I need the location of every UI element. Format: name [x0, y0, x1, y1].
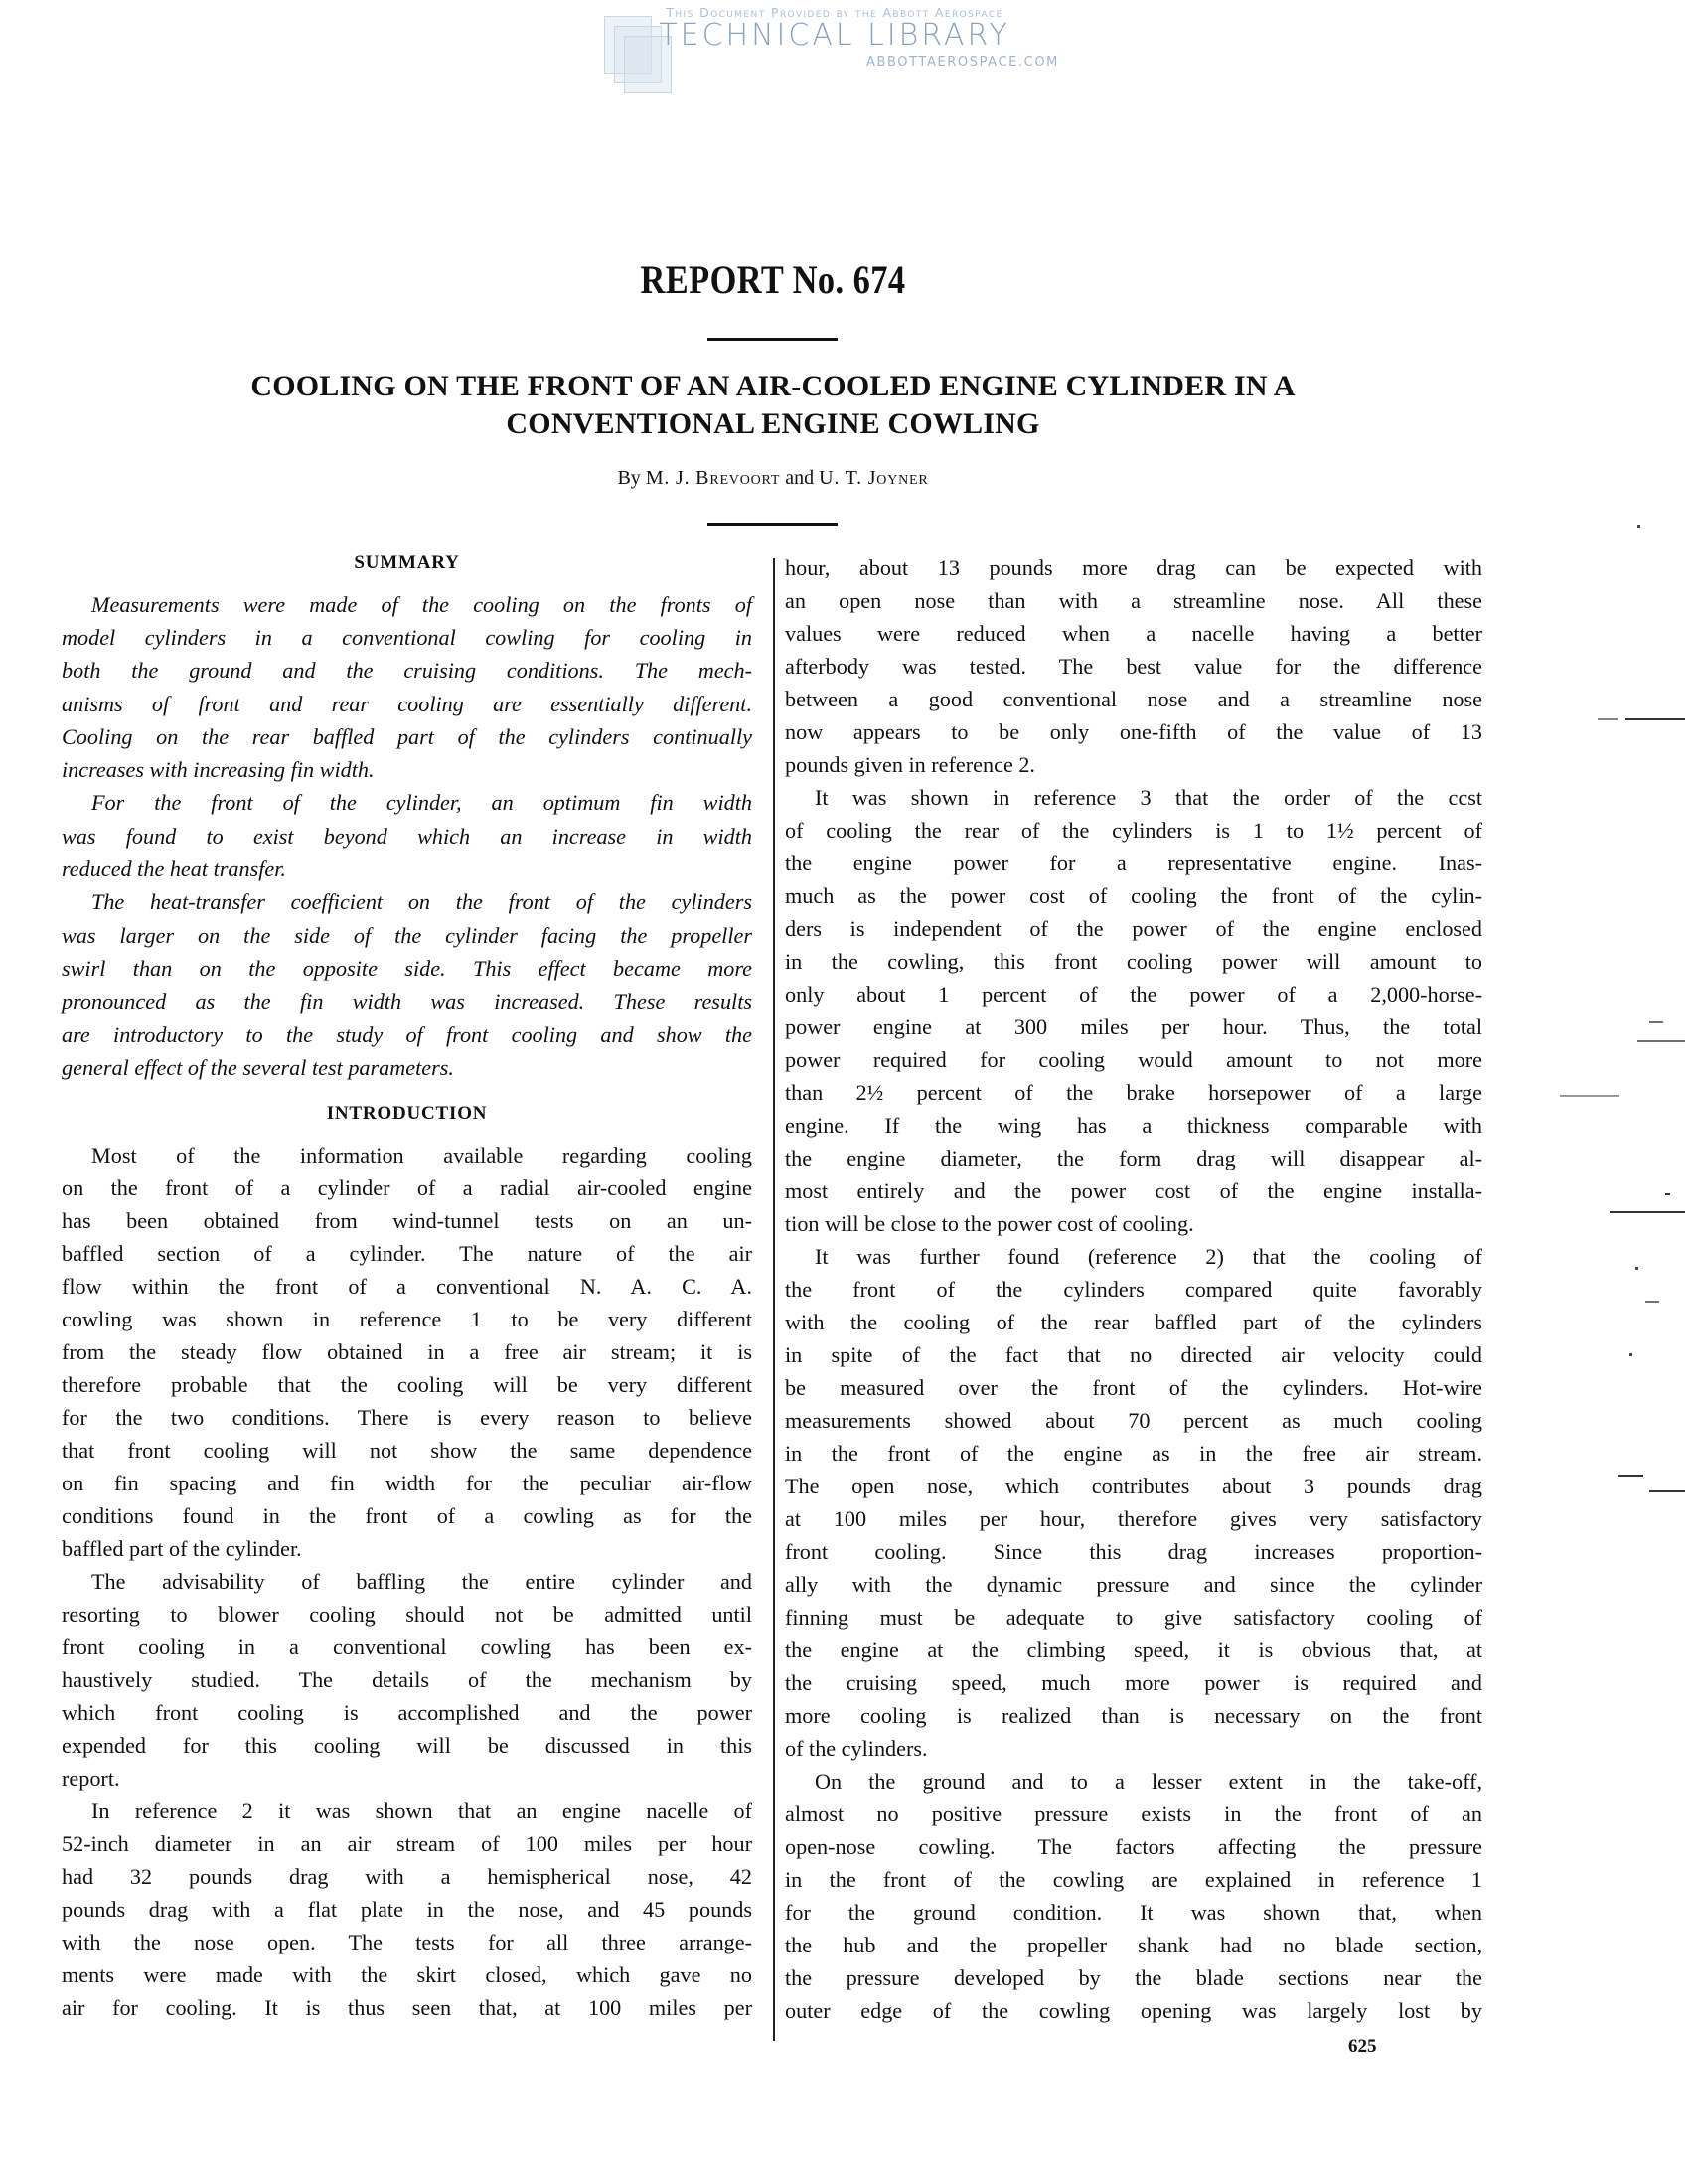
body-line: now appears to be only one-fifth of the value of 13: [785, 719, 1482, 744]
body-line: the hub and the propeller shank had no blade section,: [785, 1933, 1482, 1957]
body-line: in the front of the engine as in the free air stream.: [785, 1441, 1482, 1466]
body-line: in the front of the cowling are explained in reference 1: [785, 1867, 1482, 1892]
body-line: only about 1 percent of the power of a 2,000-horse-: [785, 982, 1482, 1007]
body-line: front cooling. Since this drag increases proportion-: [785, 1539, 1482, 1564]
paper-title-line-2: CONVENTIONAL ENGINE COWLING: [506, 407, 1040, 440]
body-line: resorting to blower cooling should not be admitted until: [62, 1602, 752, 1627]
paper-title-line-1: COOLING ON THE FRONT OF AN AIR-COOLED ENGINE CYLINDER IN A: [250, 370, 1296, 402]
body-line: conditions found in the front of a cowling as for the: [62, 1503, 752, 1528]
body-line: Most of the information available regarding cooling: [91, 1143, 752, 1168]
body-line: has been obtained from wind-tunnel tests on an un-: [62, 1208, 752, 1233]
body-line: than 2½ percent of the brake horsepower of a large: [785, 1080, 1482, 1105]
title-rule-bottom: [707, 523, 838, 526]
body-line: of cooling the rear of the cylinders is 1 to 1½ percent of: [785, 818, 1482, 843]
body-line: between a good conventional nose and a streamline nose: [785, 687, 1482, 711]
body-line: that front cooling will not show the same dependence: [62, 1438, 752, 1463]
watermark: [596, 2, 1073, 101]
summary-line: was found to exist beyond which an increase in width: [62, 824, 752, 849]
summary-line: The heat-transfer coefficient on the front of the cylinders: [91, 889, 752, 914]
body-line: therefore probable that the cooling will be very different: [62, 1372, 752, 1397]
body-line: haustively studied. The details of the mechanism by: [62, 1667, 752, 1692]
body-line: power engine at 300 miles per hour. Thus, the total: [785, 1014, 1482, 1039]
body-line: values were reduced when a nacelle having a better: [785, 621, 1482, 646]
body-line: ally with the dynamic pressure and since the cylinder: [785, 1572, 1482, 1597]
body-line: much as the power cost of cooling the front of the cylin-: [785, 883, 1482, 908]
introduction-heading: INTRODUCTION: [326, 1103, 488, 1124]
title-rule-top: [707, 338, 838, 341]
body-line: almost no positive pressure exists in the front of an: [785, 1801, 1482, 1826]
body-line: baffled section of a cylinder. The nature of the air: [62, 1241, 752, 1266]
summary-line: was larger on the side of the cylinder facing the propeller: [62, 923, 752, 948]
summary-line: both the ground and the cruising conditions. The mech-: [62, 658, 752, 683]
body-line: be measured over the front of the cylinders. Hot-wire: [785, 1375, 1482, 1400]
summary-line: are introductory to the study of front cooling and show the: [62, 1022, 752, 1047]
body-line: 52-inch diameter in an air stream of 100 miles per hour: [62, 1831, 752, 1856]
body-line: expended for this cooling will be discussed in this: [62, 1733, 752, 1758]
summary-line: swirl than on the opposite side. This effect became more: [62, 956, 752, 981]
author-1: M. J. Brevoort: [645, 467, 781, 489]
body-line: cowling was shown in reference 1 to be very different: [62, 1307, 752, 1331]
watermark-title: TECHNICAL LIBRARY: [659, 18, 1010, 53]
body-line: the engine diameter, the form drag will disappear al-: [785, 1146, 1482, 1170]
body-line: the pressure developed by the blade sections near the: [785, 1965, 1482, 1990]
body-line: more cooling is realized than is necessary on the front: [785, 1703, 1482, 1728]
body-line: afterbody was tested. The best value for the difference: [785, 654, 1482, 679]
body-line: ders is independent of the power of the engine enclosed: [785, 916, 1482, 941]
body-line: pounds drag with a flat plate in the nose, and 45 pounds: [62, 1897, 752, 1922]
summary-line: general effect of the several test parameters.: [62, 1055, 454, 1080]
summary-heading: SUMMARY: [354, 552, 460, 573]
body-line: flow within the front of a conventional N. A. C. A.: [62, 1274, 752, 1299]
body-line: report.: [62, 1766, 120, 1791]
summary-line: anisms of front and rear cooling are essentially different.: [62, 692, 752, 716]
report-number: REPORT No. 674: [640, 257, 906, 302]
byline-and: and: [785, 467, 815, 489]
body-line: the cruising speed, much more power is required and: [785, 1670, 1482, 1695]
body-line: pounds given in reference 2.: [785, 752, 1035, 777]
watermark-tagline: This Document Provided by the Abbott Aerospace: [666, 5, 1003, 20]
body-line: on fin spacing and fin width for the peculiar air-flow: [62, 1471, 752, 1495]
body-line: The open nose, which contributes about 3 pounds drag: [785, 1474, 1482, 1498]
body-line: engine. If the wing has a thickness comparable with: [785, 1113, 1482, 1138]
body-line: of the cylinders.: [785, 1736, 928, 1761]
body-line: from the steady flow obtained in a free air stream; it is: [62, 1339, 752, 1364]
body-line: tion will be close to the power cost of cooling.: [785, 1211, 1194, 1236]
body-line: an open nose than with a streamline nose. All these: [785, 588, 1482, 613]
body-line: The advisability of baffling the entire cylinder and: [91, 1569, 752, 1594]
watermark-url: ABBOTTAEROSPACE.COM: [865, 55, 1059, 70]
body-line: on the front of a cylinder of a radial air-cooled engine: [62, 1175, 752, 1200]
summary-line: For the front of the cylinder, an optimum fin width: [91, 790, 752, 815]
byline-prefix: By: [617, 467, 641, 489]
body-line: front cooling in a conventional cowling has been ex-: [62, 1635, 752, 1659]
body-line: for the two conditions. There is every reason to believe: [62, 1405, 752, 1430]
body-line: which front cooling is accomplished and the power: [62, 1700, 752, 1725]
body-line: for the ground condition. It was shown that, when: [785, 1900, 1482, 1925]
body-line: On the ground and to a lesser extent in the take-off,: [815, 1769, 1482, 1794]
body-line: most entirely and the power cost of the engine installa-: [785, 1178, 1482, 1203]
body-line: in spite of the fact that no directed air velocity could: [785, 1342, 1482, 1367]
summary-line: reduced the heat transfer.: [62, 857, 286, 881]
body-line: finning must be adequate to give satisfactory cooling of: [785, 1605, 1482, 1630]
body-line: in the cowling, this front cooling power will amount to: [785, 949, 1482, 974]
column-divider: [773, 558, 775, 2041]
body-line: measurements showed about 70 percent as much cooling: [785, 1408, 1482, 1433]
body-line: the engine power for a representative engine. Inas-: [785, 851, 1482, 875]
body-line: at 100 miles per hour, therefore gives very satisfactory: [785, 1506, 1482, 1531]
body-line: It was further found (reference 2) that the cooling of: [815, 1244, 1482, 1269]
body-line: It was shown in reference 3 that the order of the ccst: [815, 785, 1482, 810]
byline: [0, 467, 1546, 490]
summary-line: Measurements were made of the cooling on the fronts of: [91, 592, 752, 617]
body-line: ments were made with the skirt closed, which gave no: [62, 1962, 752, 1987]
summary-line: pronounced as the fin width was increased. These results: [62, 989, 752, 1014]
page-number: 625: [1348, 2036, 1377, 2057]
body-line: In reference 2 it was shown that an engine nacelle of: [91, 1798, 752, 1823]
summary-line: increases with increasing fin width.: [62, 757, 375, 782]
body-line: power required for cooling would amount to not more: [785, 1047, 1482, 1072]
body-line: with the cooling of the rear baffled part of the cylinders: [785, 1310, 1482, 1334]
body-line: outer edge of the cowling opening was largely lost by: [785, 1998, 1482, 2023]
author-2: U. T. Joyner: [819, 467, 929, 489]
body-line: had 32 pounds drag with a hemispherical nose, 42: [62, 1864, 752, 1889]
body-line: the engine at the climbing speed, it is obvious that, at: [785, 1638, 1482, 1662]
body-line: with the nose open. The tests for all three arrange-: [62, 1930, 752, 1954]
body-line: the front of the cylinders compared quite favorably: [785, 1277, 1482, 1302]
body-line: open-nose cowling. The factors affecting the pressure: [785, 1834, 1482, 1859]
body-line: air for cooling. It is thus seen that, at 100 miles per: [62, 1995, 752, 2020]
body-line: baffled part of the cylinder.: [62, 1536, 302, 1561]
summary-line: Cooling on the rear baffled part of the cylinders continually: [62, 724, 752, 749]
summary-line: model cylinders in a conventional cowling for cooling in: [62, 625, 752, 650]
body-line: hour, about 13 pounds more drag can be expected with: [785, 555, 1482, 580]
